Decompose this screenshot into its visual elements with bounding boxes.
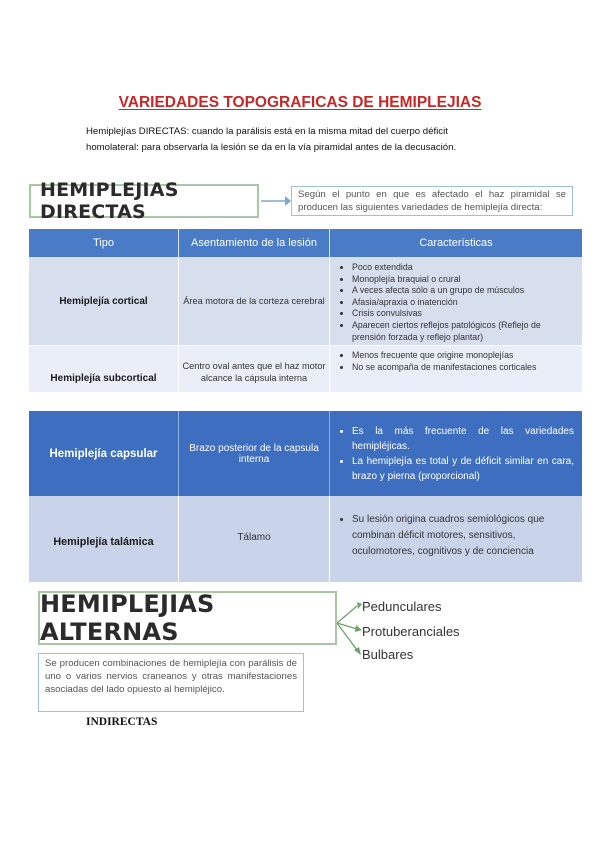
list-item: • Monoplejía braquial o crural xyxy=(352,274,574,286)
header-asentamiento: Asentamiento de la lesión xyxy=(179,229,330,257)
indirectas-label: INDIRECTAS xyxy=(86,716,158,728)
list-item: • Crisis convulsivas xyxy=(352,308,574,320)
table-row xyxy=(29,411,582,496)
directas-heading: HEMIPLEJIAS DIRECTAS xyxy=(29,184,259,218)
alternas-note: Se producen combinaciones de hemiplejía con parálisis de uno o varios nervios craneanos y otras manifestaciones asociadas del lado opuesto al hemipléjico. xyxy=(38,653,304,712)
row-asentamiento: Área motora de la corteza cerebral xyxy=(179,257,330,345)
table-gap xyxy=(29,392,582,411)
row-tipo: Hemiplejía subcortical xyxy=(29,346,179,392)
row-caracteristicas xyxy=(330,257,582,345)
list-item: • Afasia/apraxia o inatención xyxy=(352,297,574,309)
list-item: • A veces afecta sólo a un grupo de músculos xyxy=(352,285,574,297)
list-item: • Poco extendida xyxy=(352,262,574,274)
alternas-item-pedunculares: Pedunculares xyxy=(362,599,442,614)
table-row xyxy=(29,345,582,392)
row-caracteristicas xyxy=(330,411,582,496)
intro-line-2: homolateral: para observarla la lesión se da en la vía piramidal antes de la decusación. xyxy=(86,142,457,153)
row-tipo: Hemiplejía talámica xyxy=(29,496,179,582)
table-row xyxy=(29,496,582,582)
list-item: • Menos frecuente que origine monoplejías xyxy=(352,350,536,362)
row-tipo: Hemiplejía cortical xyxy=(29,257,179,345)
branch-arrows-icon xyxy=(337,598,363,660)
list-item: • Aparecen ciertos reflejos patológicos (Reflejo de prensión forzada y reflejo plantar) xyxy=(352,320,574,343)
directas-note: Según el punto en que es afectado el haz piramidal se producen las siguientes variedades de hemiplejía directa: xyxy=(291,186,573,216)
list-item: • No se acompaña de manifestaciones corticales xyxy=(352,362,536,374)
intro-line-1: Hemiplejías DIRECTAS: cuando la parálisis está en la misma mitad del cuerpo déficit xyxy=(86,126,448,137)
alternas-item-protuberanciales: Protuberanciales xyxy=(362,624,460,639)
header-tipo: Tipo xyxy=(29,229,179,257)
directas-table xyxy=(29,229,582,582)
row-asentamiento: Brazo posterior de la capsula interna xyxy=(179,411,330,496)
alternas-heading: HEMIPLEJIAS ALTERNAS xyxy=(38,591,337,645)
row-caracteristicas xyxy=(330,496,582,582)
list-item: • Su lesión origina cuadros semiológicos que combinan déficit motores, sensitivos, oculomotores, cognitivos y de conciencia xyxy=(352,512,574,560)
arrow-right-icon xyxy=(259,193,291,209)
intro-paragraph xyxy=(86,124,526,156)
list-item: • Es la más frecuente de las variedades hemipléjicas. xyxy=(352,424,574,454)
row-caracteristicas xyxy=(330,346,582,392)
header-caracteristicas: Características xyxy=(419,237,493,249)
list-item: • La hemiplejía es total y de déficit similar en cara, brazo y pierna (proporcional) xyxy=(352,454,574,484)
row-tipo: Hemiplejía capsular xyxy=(29,411,179,496)
table-header-row xyxy=(29,229,582,257)
row-asentamiento: Centro oval antes que el haz motor alcance la cápsula interna xyxy=(179,346,330,392)
page-title: VARIEDADES TOPOGRAFICAS DE HEMIPLEJIAS xyxy=(118,94,482,111)
alternas-item-bulbares: Bulbares xyxy=(362,647,414,662)
row-asentamiento: Tálamo xyxy=(179,496,330,582)
table-row xyxy=(29,257,582,345)
